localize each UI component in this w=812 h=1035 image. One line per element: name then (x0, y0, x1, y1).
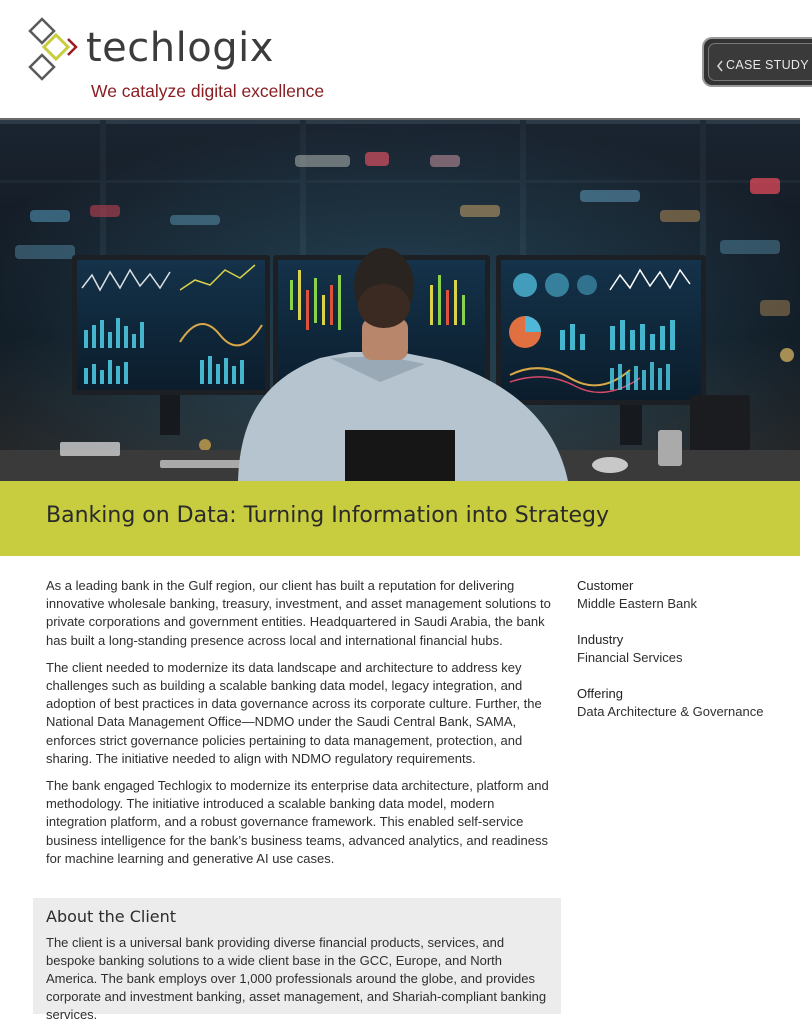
body-paragraph: As a leading bank in the Gulf region, our client has built a reputation for delivering innovative wholesale banking, treasury, investment, and asset management solutions to private corporations and government entities. Headquartered in Saudi Arabia, the bank has built a long-standing presence across local and international financial hubs. (46, 578, 551, 648)
person-at-trading-monitors-image (0, 120, 800, 481)
body-paragraph: The bank engaged Techlogix to modernize its enterprise data architecture, platform and methodology. The initiative introduced a scalable banking data model, modern integration platform, and a robust governance framework. This enabled self-service business intelligence for the bank’s business teams, advanced analytics, and readiness for machine learning and generative AI use cases. (46, 778, 549, 866)
about-heading: About the Client (46, 907, 177, 926)
body-content (46, 577, 554, 877)
sidebar-item-label: Offering (577, 686, 624, 701)
details-sidebar (577, 577, 792, 739)
sidebar-item-value: Data Architecture & Governance (577, 704, 764, 719)
sidebar-item-value: Financial Services (577, 650, 683, 665)
sidebar-item-label: Industry (577, 632, 624, 647)
sidebar-item-value: Middle Eastern Bank (577, 596, 697, 611)
sidebar-item-industry (577, 631, 792, 667)
chevron-left-icon (716, 60, 724, 72)
hero-image (0, 120, 800, 481)
about-text: The client is a universal bank providing diverse financial products, services, and bespoke banking solutions to a wide client base in the GCC, Europe, and North America. The bank employs over 1,000 professionals around the globe, and provides corporate and investment banking, asset management, and Shariah-compliant banking services. (46, 935, 547, 1022)
sidebar-item-label: Customer (577, 578, 634, 593)
sidebar-item-offering (577, 685, 792, 721)
brand-tagline: We catalyze digital excellence (91, 81, 325, 101)
body-paragraph: The client needed to modernize its data landscape and architecture to address key challenges such as building a scalable banking data model, legacy integration, and adoption of best practices in data governance across its corporate culture. Further, the National Data Management Office—NDMO under the Saudi Central Bank, SAMA, enforces strict governance policies pertaining to data management, protection, and sharing. The initiative needed to align with NDMO regulatory requirements. (46, 659, 542, 766)
case-study-tab (702, 37, 812, 87)
about-client-box (33, 898, 561, 1022)
case-study-label: CASE STUDY (726, 58, 809, 72)
techlogix-logo-icon (28, 17, 80, 83)
brand-name: techlogix (86, 25, 274, 71)
title-band (0, 481, 800, 556)
sidebar-item-customer (577, 577, 792, 613)
page-title: Banking on Data: Turning Information into Strategy (46, 503, 609, 528)
page-header (0, 0, 809, 118)
